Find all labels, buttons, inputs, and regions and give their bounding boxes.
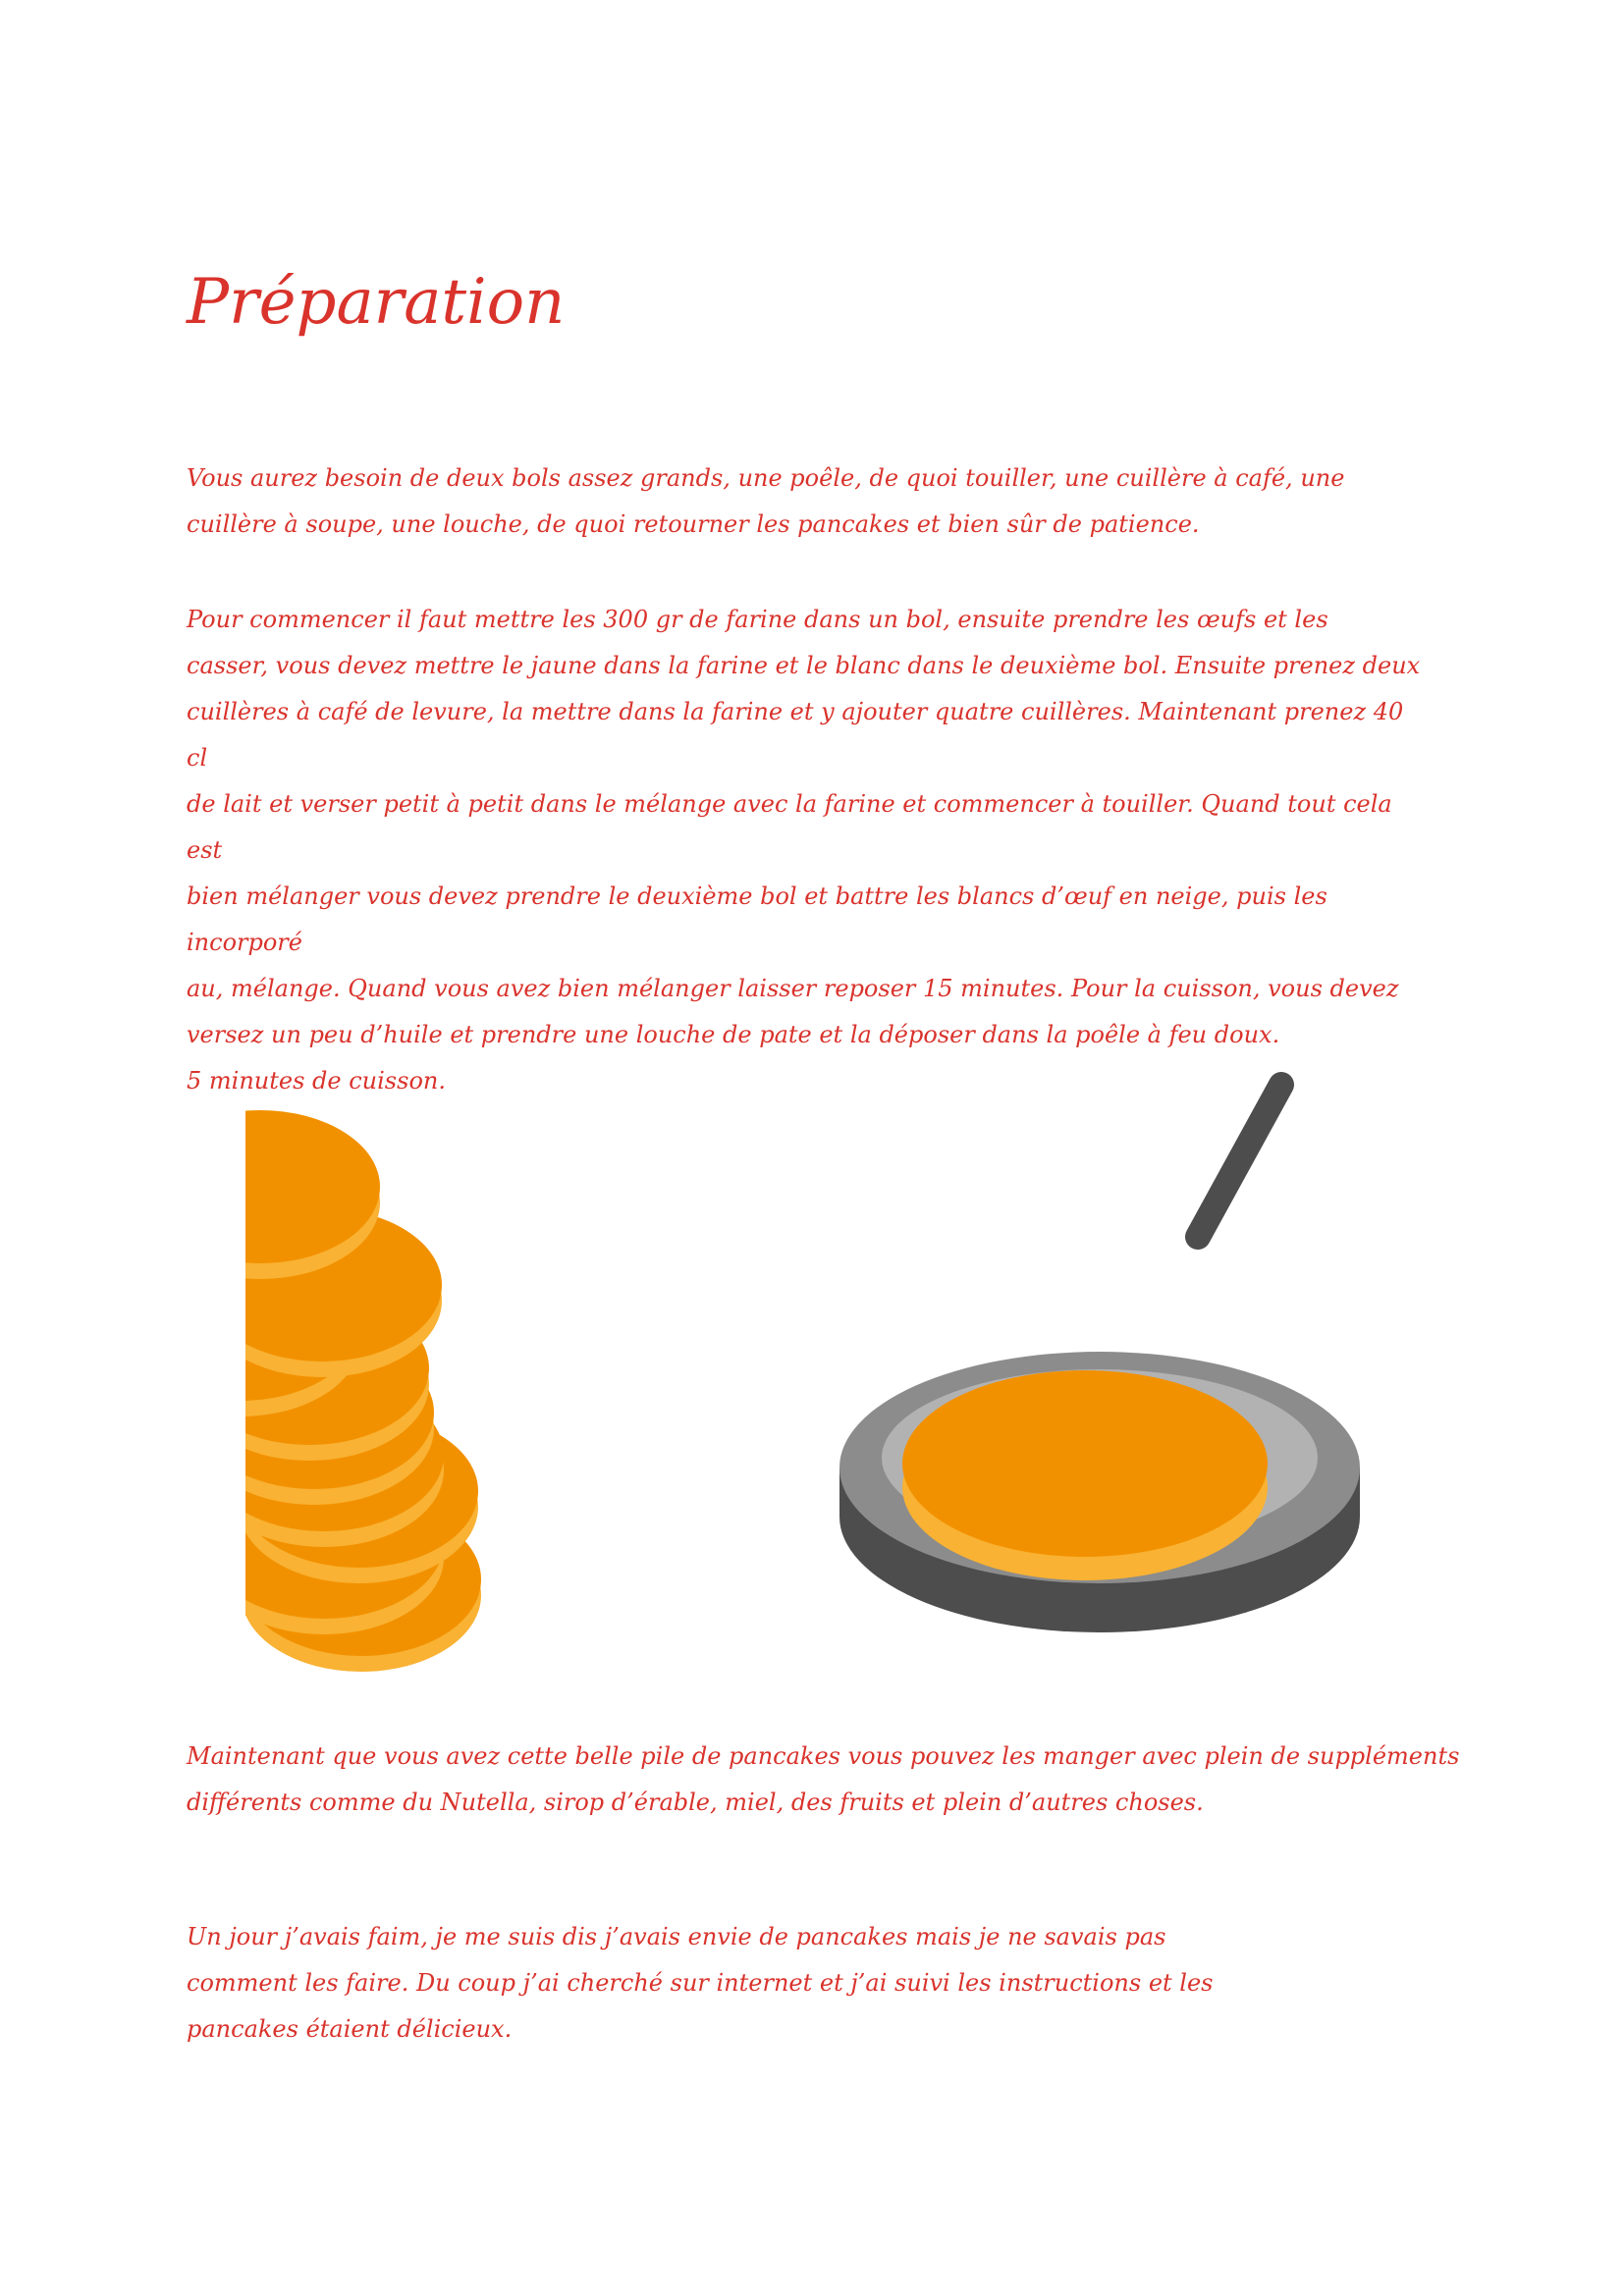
page-title: Préparation: [187, 266, 566, 339]
paragraph-toppings: Maintenant que vous avez cette belle pile de pancakes vous pouvez les manger avec plein de suppléments différents comme du Nutella, sirop d’érable, miel, des fruits et plein d’autres choses.: [187, 1742, 1460, 1816]
frying-pan-icon: [839, 1085, 1360, 1632]
pancake-illustration: [245, 1065, 1365, 1674]
pancake-stack-icon: [245, 1110, 481, 1672]
paragraph-story: Un jour j’avais faim, je me suis dis j’avais envie de pancakes mais je ne savais pas comment les faire. Du coup j’ai cherché sur internet et j’ai suivi les instructions et les pancakes étaient délicieux.: [187, 1923, 1214, 2043]
paragraph-tools: Vous aurez besoin de deux bols assez grands, une poêle, de quoi touiller, une cuillère à café, une cuillère à soupe, une louche, de quoi retourner les pancakes et bien sûr de patience.: [187, 464, 1345, 538]
paragraph-steps: Pour commencer il faut mettre les 300 gr de farine dans un bol, ensuite prendre les œufs et les casser, vous devez mettre le jaune dans la farine et le blanc dans le deuxième bol. Ensuite prenez deux cuillères à café de levure, la mettre dans la farine et y ajouter quatre cuillères. Maintenant prenez 40 cl de lait et verser petit à petit dans le mélange avec la farine et commencer à touiller. Quand tout cela est bien mélanger vous devez prendre le deuxième bol et battre les blancs d’œuf en neige, puis les incorporé au, mélange. Quand vous avez bien mélanger laisser reposer 15 minutes. Pour la cuisson, vous devez versez un peu d’huile et prendre une louche de pate et la déposer dans la poêle à feu doux. 5 minutes de cuisson.: [187, 606, 1421, 1095]
pancake-in-pan-icon: [902, 1370, 1268, 1580]
